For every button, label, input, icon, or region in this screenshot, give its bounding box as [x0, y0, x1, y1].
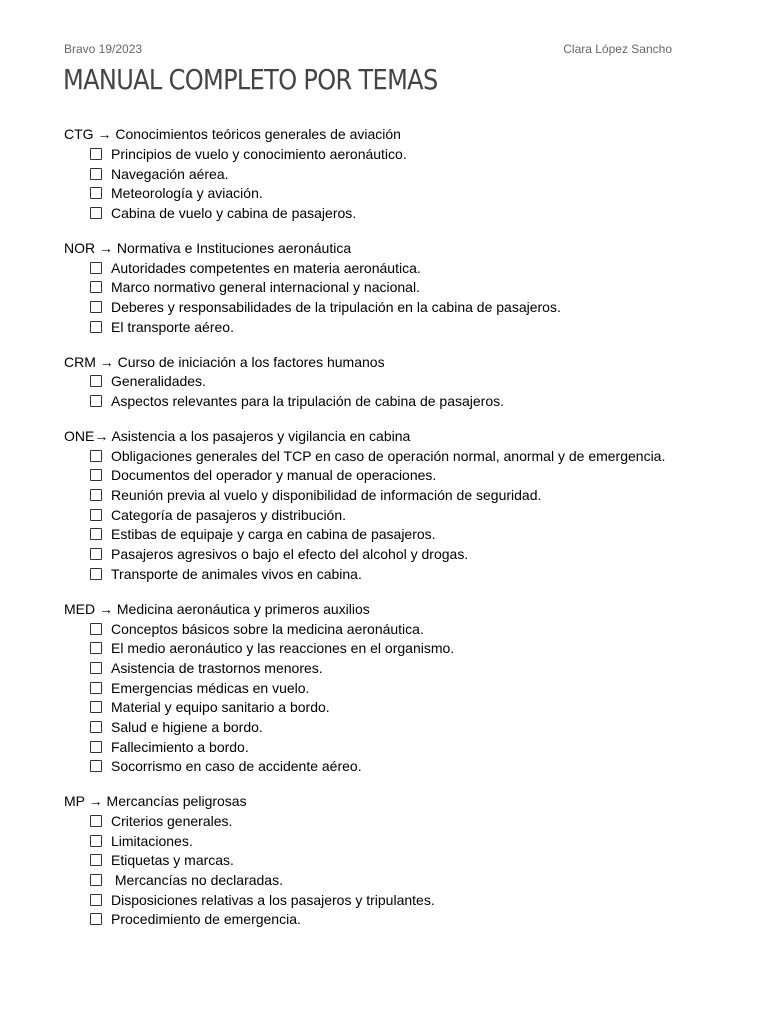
checklist-item[interactable]: [64, 164, 754, 184]
item-label: El medio aeronáutico y las reacciones en el organismo.: [111, 640, 455, 657]
item-label: Disposiciones relativas a los pasajeros y tripulantes.: [111, 891, 435, 908]
item-label: Socorrismo en caso de accidente aéreo.: [111, 758, 362, 775]
item-label: Meteorología y aviación.: [111, 185, 263, 202]
checklist-item[interactable]: [64, 678, 754, 698]
item-label: Estibas de equipaje y carga en cabina de pasajeros.: [111, 526, 436, 543]
item-label: Deberes y responsabilidades de la tripulación en la cabina de pasajeros.: [111, 298, 561, 315]
item-label: Emergencias médicas en vuelo.: [111, 679, 310, 696]
checklist-item[interactable]: [64, 372, 754, 392]
item-label: Aspectos relevantes para la tripulación de cabina de pasajeros.: [111, 393, 505, 410]
checkbox[interactable]: [90, 509, 102, 521]
checkbox[interactable]: [90, 642, 102, 654]
checkbox[interactable]: [90, 682, 102, 694]
checklist-item[interactable]: [64, 757, 754, 777]
item-label: Material y equipo sanitario a bordo.: [111, 699, 330, 716]
checklist-item[interactable]: [64, 811, 754, 831]
topics-list: [64, 124, 754, 944]
checklist-item[interactable]: [64, 258, 754, 278]
checklist-item[interactable]: [64, 466, 754, 486]
checkbox[interactable]: [90, 281, 102, 293]
section-heading: CTG → Conocimientos teóricos generales de aviación: [64, 126, 401, 142]
item-label: Documentos del operador y manual de operaciones.: [111, 467, 437, 484]
section-med: [64, 599, 754, 777]
checkbox[interactable]: [90, 168, 102, 180]
checklist-item[interactable]: [64, 446, 754, 466]
item-label: Etiquetas y marcas.: [111, 852, 234, 869]
checkbox[interactable]: [90, 301, 102, 313]
item-label: Limitaciones.: [111, 832, 193, 849]
checklist-item[interactable]: [64, 183, 754, 203]
item-label: Mercancías no declaradas.: [111, 872, 283, 889]
checklist-item[interactable]: [64, 831, 754, 851]
checkbox[interactable]: [90, 741, 102, 753]
checkbox[interactable]: [90, 262, 102, 274]
checklist-item[interactable]: [64, 317, 754, 337]
checklist-item[interactable]: [64, 564, 754, 584]
checkbox[interactable]: [90, 568, 102, 580]
checkbox[interactable]: [90, 854, 102, 866]
item-label: Procedimiento de emergencia.: [111, 911, 301, 928]
checkbox[interactable]: [90, 623, 102, 635]
checkbox[interactable]: [90, 721, 102, 733]
checkbox[interactable]: [90, 835, 102, 847]
checklist-item[interactable]: [64, 737, 754, 757]
checklist-item[interactable]: [64, 851, 754, 871]
page-title: MANUAL COMPLETO POR TEMAS: [63, 63, 438, 96]
checkbox[interactable]: [90, 321, 102, 333]
item-label: Categoría de pasajeros y distribución.: [111, 506, 347, 523]
checkbox[interactable]: [90, 662, 102, 674]
checkbox[interactable]: [90, 395, 102, 407]
checkbox[interactable]: [90, 701, 102, 713]
header-left-text: Bravo 19/2023: [64, 42, 143, 56]
checkbox[interactable]: [90, 148, 102, 160]
checklist-item[interactable]: [64, 890, 754, 910]
section-nor: [64, 238, 754, 337]
checkbox[interactable]: [90, 207, 102, 219]
section-heading: NOR → Normativa e Instituciones aeronáutica: [64, 239, 352, 256]
checklist-item[interactable]: [64, 697, 754, 717]
checklist-item[interactable]: [64, 277, 754, 297]
checklist-item[interactable]: [64, 910, 754, 930]
checklist-item[interactable]: [64, 485, 754, 505]
section-mp: [64, 791, 754, 929]
section-crm: [64, 352, 754, 411]
checklist-item[interactable]: [64, 658, 754, 678]
section-heading: ONE→ Asistencia a los pasajeros y vigilancia en cabina: [64, 427, 411, 444]
section-one: [64, 426, 754, 584]
item-label: Conceptos básicos sobre la medicina aeronáutica.: [111, 620, 424, 637]
checklist-item[interactable]: [64, 297, 754, 317]
checkbox[interactable]: [90, 815, 102, 827]
item-label: Pasajeros agresivos o bajo el efecto del alcohol y drogas.: [111, 546, 469, 563]
checklist-item[interactable]: [64, 619, 754, 639]
checkbox[interactable]: [90, 489, 102, 501]
checklist-item[interactable]: [64, 544, 754, 564]
item-label: Navegación aérea.: [111, 165, 229, 182]
section-heading: MP → Mercancías peligrosas: [64, 793, 247, 810]
item-label: Autoridades competentes en materia aeronáutica.: [111, 259, 421, 276]
item-label: Criterios generales.: [111, 813, 233, 830]
header-right-text: Clara López Sancho: [563, 42, 672, 56]
item-label: Obligaciones generales del TCP en caso de operación normal, anormal y de emergencia.: [111, 447, 666, 464]
checkbox[interactable]: [90, 894, 102, 906]
item-label: Salud e higiene a bordo.: [111, 718, 263, 735]
checklist-item[interactable]: [64, 717, 754, 737]
checkbox[interactable]: [90, 187, 102, 199]
section-heading: CRM → Curso de iniciación a los factores humanos: [64, 353, 385, 370]
checklist-item[interactable]: [64, 505, 754, 525]
checkbox[interactable]: [90, 375, 102, 387]
item-label: Cabina de vuelo y cabina de pasajeros.: [111, 204, 357, 221]
checklist-item[interactable]: [64, 144, 754, 164]
checkbox[interactable]: [90, 469, 102, 481]
checklist-item[interactable]: [64, 525, 754, 545]
checkbox[interactable]: [90, 450, 102, 462]
checkbox[interactable]: [90, 760, 102, 772]
item-label: Reunión previa al vuelo y disponibilidad de información de seguridad.: [111, 487, 542, 504]
checklist-item[interactable]: [64, 638, 754, 658]
checkbox[interactable]: [90, 528, 102, 540]
item-label: El transporte aéreo.: [111, 318, 234, 335]
checkbox[interactable]: [90, 548, 102, 560]
section-heading: MED → Medicina aeronáutica y primeros auxilios: [64, 600, 370, 617]
item-label: Marco normativo general internacional y nacional.: [111, 279, 420, 296]
checklist-item[interactable]: [64, 203, 754, 223]
section-ctg: [64, 124, 754, 223]
item-label: Asistencia de trastornos menores.: [111, 659, 323, 676]
item-label: Fallecimiento a bordo.: [111, 738, 249, 755]
checklist-item[interactable]: [64, 870, 754, 890]
checklist-item[interactable]: [64, 391, 754, 411]
item-label: Generalidades.: [111, 373, 206, 390]
checkbox[interactable]: [90, 874, 102, 886]
checkbox[interactable]: [90, 913, 102, 925]
item-label: Transporte de animales vivos en cabina.: [111, 565, 362, 582]
item-label: Principios de vuelo y conocimiento aeronáutico.: [111, 145, 407, 162]
